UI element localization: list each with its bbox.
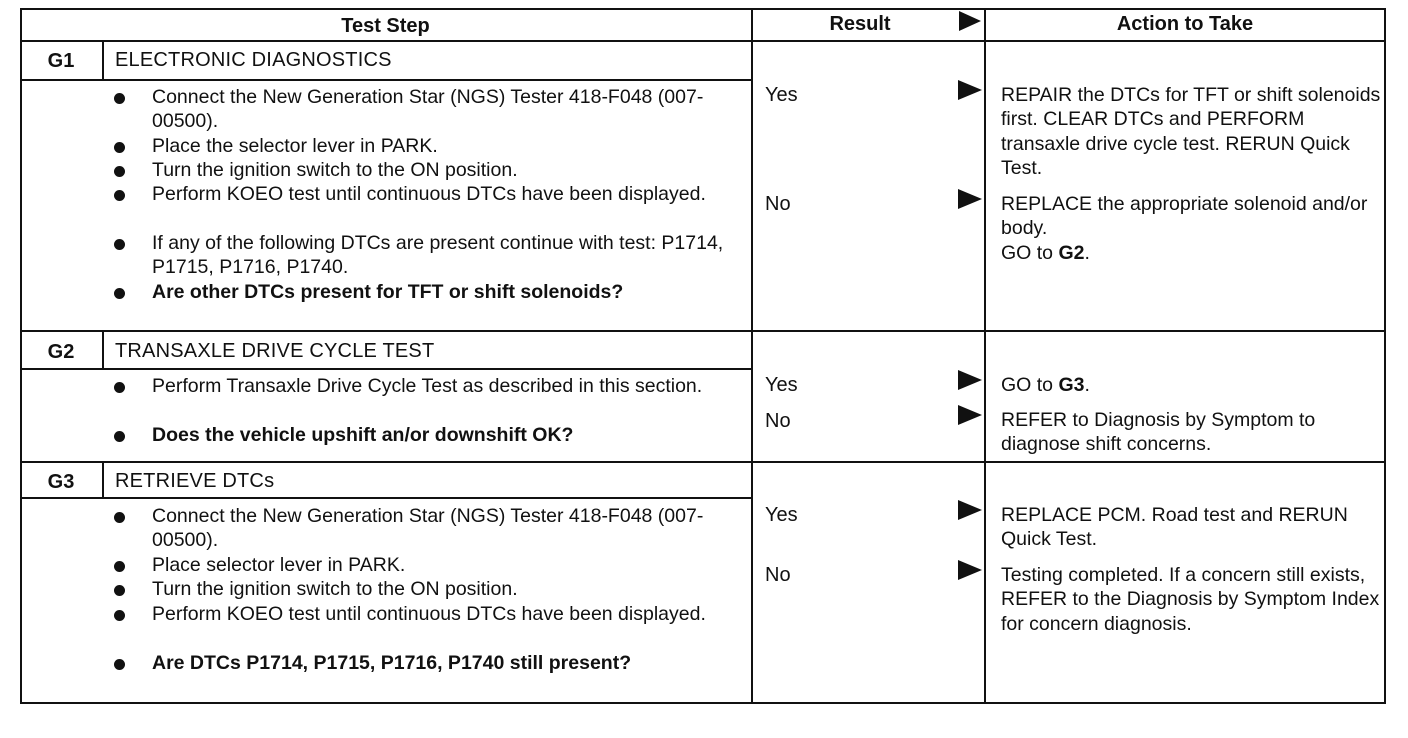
result-arrow-icon bbox=[958, 405, 982, 425]
result-no: No bbox=[765, 410, 791, 432]
bullet-dot-icon bbox=[114, 190, 125, 201]
bullet-dot-icon bbox=[114, 431, 125, 442]
step-title: ELECTRONIC DIAGNOSTICS bbox=[115, 49, 392, 71]
bullet-text: Turn the ignition switch to the ON position. bbox=[152, 159, 518, 181]
column-divider-result-action bbox=[984, 8, 986, 704]
bullet-text: Place selector lever in PARK. bbox=[152, 554, 406, 576]
result-arrow-icon bbox=[958, 189, 982, 209]
bullet-text: Does the vehicle upshift an/or downshift OK? bbox=[152, 424, 574, 446]
header-result: Result bbox=[829, 13, 891, 35]
bullet-text: Perform KOEO test until continuous DTCs have been displayed. bbox=[152, 603, 706, 625]
bullet-text: Are DTCs P1714, P1715, P1716, P1740 still present? bbox=[152, 652, 632, 674]
bullet-text: If any of the following DTCs are present continue with test: P1714, P1715, P1716, P1740. bbox=[152, 232, 724, 279]
bullet-dot-icon bbox=[114, 659, 125, 670]
result-arrow-icon bbox=[958, 500, 982, 520]
bullet-text: Perform Transaxle Drive Cycle Test as described in this section. bbox=[152, 375, 703, 397]
step-id: G2 bbox=[47, 341, 75, 363]
result-yes: Yes bbox=[765, 84, 798, 106]
result-arrow-icon bbox=[958, 560, 982, 580]
goto-line bbox=[1001, 241, 1381, 265]
goto-prefix: GO to bbox=[1001, 374, 1059, 396]
step-bottom-line bbox=[20, 330, 1386, 332]
step-id-divider bbox=[102, 463, 104, 499]
diagnostic-table bbox=[20, 8, 1386, 704]
action-text: Testing completed. If a concern still exists, REFER to the Diagnosis by Symptom Index for concern diagnosis. bbox=[1001, 564, 1380, 635]
action-text bbox=[1001, 192, 1381, 265]
header-test-step: Test Step bbox=[341, 15, 430, 37]
table-right-border bbox=[1384, 8, 1386, 704]
bullet-dot-icon bbox=[114, 166, 125, 177]
bullet-dot-icon bbox=[114, 93, 125, 104]
action-line: REPLACE the appropriate solenoid and/or body. bbox=[1001, 193, 1368, 240]
action-text: REFER to Diagnosis by Symptom to diagnose shift concerns. bbox=[1001, 409, 1316, 456]
result-yes: Yes bbox=[765, 374, 798, 396]
step-id-divider bbox=[102, 42, 104, 80]
step-title-underline bbox=[20, 497, 751, 499]
step-bottom-line bbox=[20, 461, 1386, 463]
header-bottom-line bbox=[20, 40, 1386, 42]
bullet-dot-icon bbox=[114, 382, 125, 393]
result-arrow-icon bbox=[958, 80, 982, 100]
action-text: REPLACE PCM. Road test and RERUN Quick Test. bbox=[1001, 504, 1348, 551]
goto-prefix: GO to bbox=[1001, 241, 1059, 264]
table-top-border bbox=[20, 8, 1386, 10]
goto-target: G3 bbox=[1058, 374, 1085, 396]
bullet-text: Connect the New Generation Star (NGS) Tester 418-F048 (007-00500). bbox=[152, 505, 704, 552]
bullet-text: Perform KOEO test until continuous DTCs have been displayed. bbox=[152, 183, 706, 205]
bullet-dot-icon bbox=[114, 288, 125, 299]
goto-suffix: . bbox=[1084, 374, 1090, 396]
header-arrow-icon bbox=[959, 11, 981, 31]
result-no: No bbox=[765, 193, 791, 215]
bullet-dot-icon bbox=[114, 585, 125, 596]
bullet-text: Turn the ignition switch to the ON position. bbox=[152, 578, 518, 600]
step-title: TRANSAXLE DRIVE CYCLE TEST bbox=[115, 340, 435, 362]
bullet-dot-icon bbox=[114, 142, 125, 153]
step-id: G1 bbox=[47, 50, 75, 72]
goto-suffix: . bbox=[1084, 241, 1090, 264]
bullet-dot-icon bbox=[114, 239, 125, 250]
bullet-text: Place the selector lever in PARK. bbox=[152, 135, 438, 157]
goto-target: G2 bbox=[1058, 241, 1085, 264]
step-title-underline bbox=[20, 79, 751, 81]
step-id: G3 bbox=[47, 471, 75, 493]
bullet-text: Connect the New Generation Star (NGS) Tester 418-F048 (007-00500). bbox=[152, 86, 704, 133]
action-text: REPAIR the DTCs for TFT or shift solenoids first. CLEAR DTCs and PERFORM transaxle drive cycle test. RERUN Quick Test. bbox=[1001, 84, 1381, 180]
result-no: No bbox=[765, 564, 791, 586]
step-title: RETRIEVE DTCs bbox=[115, 470, 275, 492]
table-bottom-border bbox=[20, 702, 1386, 704]
bullet-dot-icon bbox=[114, 561, 125, 572]
result-arrow-icon bbox=[958, 370, 982, 390]
header-action: Action to Take bbox=[1116, 13, 1254, 35]
bullet-dot-icon bbox=[114, 512, 125, 523]
bullet-dot-icon bbox=[114, 610, 125, 621]
step-id-divider bbox=[102, 332, 104, 370]
result-yes: Yes bbox=[765, 504, 798, 526]
bullet-text: Are other DTCs present for TFT or shift solenoids? bbox=[152, 281, 624, 303]
step-title-underline bbox=[20, 368, 751, 370]
action-text bbox=[1001, 373, 1381, 397]
